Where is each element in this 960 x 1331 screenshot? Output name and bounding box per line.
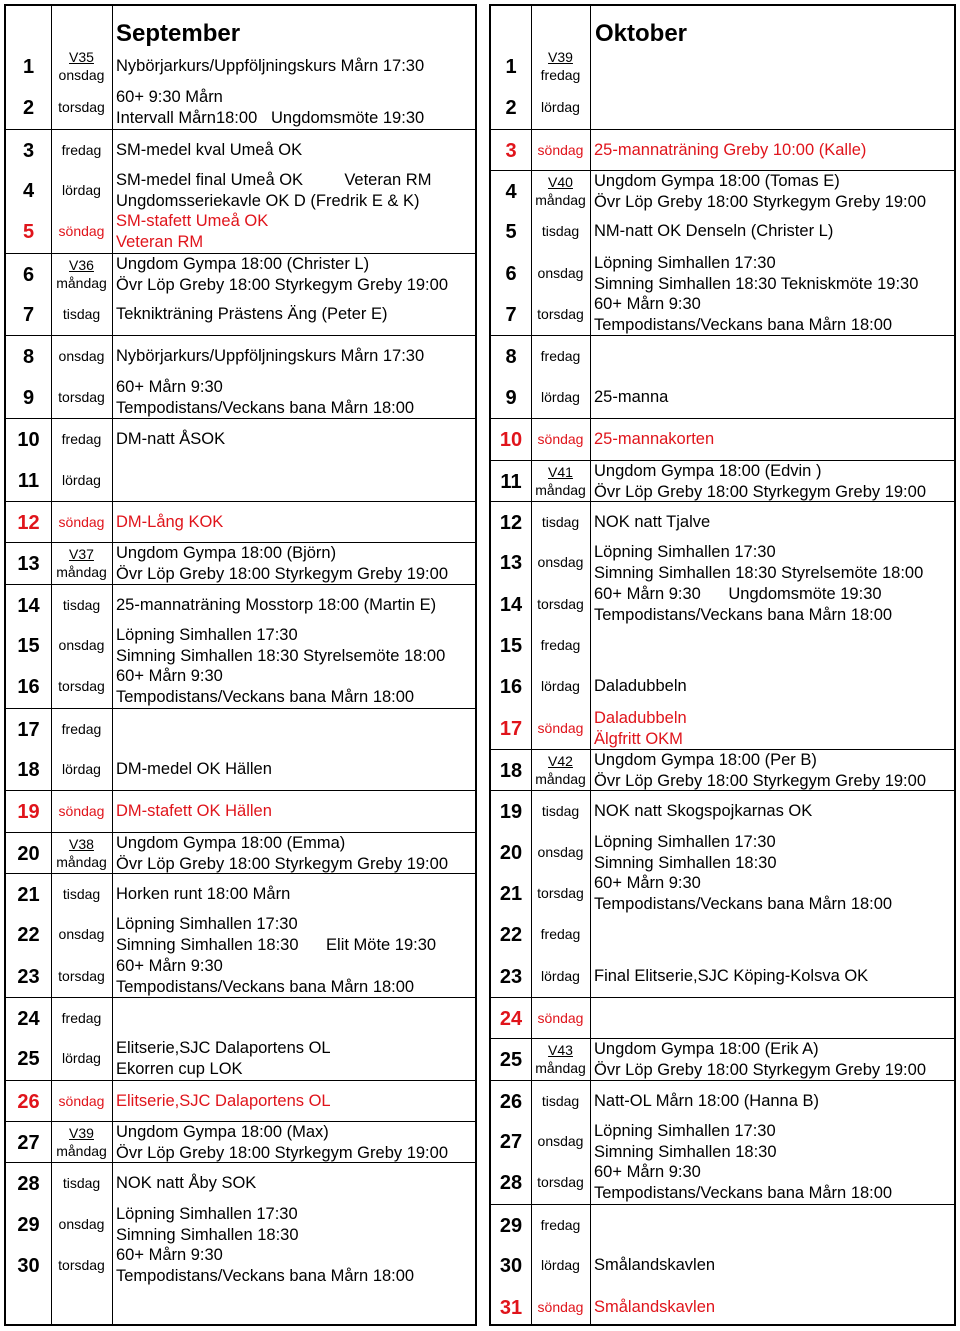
weekday-label: onsdag: [58, 67, 105, 83]
event-text: Daladubbeln: [594, 708, 687, 727]
day-number: 19: [499, 801, 523, 824]
event-text: 60+ Mårn 9:30: [116, 1246, 223, 1265]
day-row: [6, 501, 475, 543]
event-text: Ungdomsseriekavle OK D (Fredrik E & K): [116, 192, 420, 211]
event-text: Löpning Simhallen 17:30: [594, 253, 776, 272]
day-number: 13: [499, 552, 523, 575]
day-number: 26: [499, 1090, 523, 1113]
day-number: 29: [17, 1213, 40, 1236]
day-number: 4: [22, 180, 35, 203]
calendar-september: [4, 4, 477, 1326]
month-title: September: [116, 20, 241, 47]
day-row: [6, 170, 475, 211]
weekday-label: onsdag: [537, 843, 584, 860]
day-row: [6, 666, 475, 707]
day-number: 14: [17, 594, 40, 617]
weekday-label: onsdag: [537, 554, 584, 571]
day-number: 27: [17, 1132, 40, 1155]
week-number: V39: [548, 49, 573, 65]
event-text: DM-natt ÅSOK: [116, 430, 226, 449]
day-row: [491, 294, 954, 335]
day-number: 19: [17, 801, 40, 824]
day-number: 6: [505, 262, 517, 285]
day-number: 23: [499, 965, 523, 988]
weekday-label: lördag: [62, 471, 101, 488]
week-number: V38: [69, 835, 94, 852]
event-text: Ungdom Gympa 18:00 (Björn): [116, 544, 337, 563]
weekday-label: onsdag: [58, 926, 105, 943]
weekday-label: tisdag: [541, 223, 580, 240]
event-text: Löpning Simhallen 17:30: [594, 543, 776, 562]
event-text: Tempodistans/Veckans bana Mårn 18:00: [594, 1184, 893, 1203]
weekday-label: söndag: [537, 1298, 584, 1315]
event-text: DM-Lång KOK: [116, 512, 224, 531]
event-text: Löpning Simhallen 17:30: [594, 832, 776, 851]
event-text: Tempodistans/Veckans bana Mårn 18:00: [594, 895, 893, 913]
event-text: Teknikträning Prästens Äng (Peter E): [116, 305, 388, 324]
weekday-label: måndag: [535, 1060, 586, 1077]
day-row: [491, 1287, 954, 1328]
day-row: [6, 914, 475, 955]
day-row: [6, 708, 475, 750]
day-number: 17: [17, 718, 40, 741]
event-text: Smålandskavlen: [594, 1256, 716, 1275]
day-number: 22: [499, 924, 523, 947]
day-row: [6, 584, 475, 626]
event-text: 25-manna: [594, 387, 669, 406]
event-text: Smålandskavlen: [594, 1297, 716, 1316]
event-text: Övr Löp Greby 18:00 Styrkegym Greby 19:00: [594, 193, 926, 212]
event-text: Ungdom Gympa 18:00 (Erik A): [594, 1040, 819, 1059]
weekday-label: lördag: [541, 678, 580, 695]
day-row: [6, 87, 475, 128]
weekday-label: tisdag: [541, 513, 580, 530]
weekday-label: söndag: [58, 513, 105, 530]
weekday-label: torsdag: [58, 388, 105, 405]
day-row: [491, 87, 954, 128]
day-number: 11: [500, 470, 522, 493]
event-text: Intervall Mårn18:00 Ungdomsmöte 19:30: [116, 109, 425, 128]
weekday-label: fredag: [61, 720, 102, 737]
weekday-label: onsdag: [537, 1133, 584, 1150]
event-text: Älgfritt OKM: [594, 729, 683, 748]
day-number: 15: [17, 634, 40, 657]
event-text: Löpning Simhallen 17:30: [594, 1122, 776, 1141]
week-number: V37: [69, 546, 94, 563]
day-row: [6, 1204, 475, 1245]
weekday-label: tisdag: [62, 306, 101, 323]
event-text: Simning Simhallen 18:30: [116, 1225, 299, 1244]
event-text: Final Elitserie,SJC Köping-Kolsva OK: [594, 966, 869, 985]
event-text: Elitserie,SJC Dalaportens OL: [116, 1091, 331, 1110]
day-row: [491, 832, 954, 873]
day-number: 10: [499, 429, 523, 452]
day-number: 31: [499, 1296, 523, 1319]
weekday-label: måndag: [535, 770, 586, 787]
weekday-label: torsdag: [537, 595, 584, 612]
weekday-label: torsdag: [58, 99, 105, 116]
weekday-label: lördag: [541, 1257, 580, 1274]
day-row: [6, 1245, 475, 1286]
weekday-label: lördag: [62, 760, 101, 777]
day-number: 12: [17, 511, 40, 534]
week-number: V35: [69, 49, 94, 65]
day-row: [6, 46, 475, 87]
weekday-label: söndag: [537, 431, 584, 448]
day-number: 21: [499, 883, 523, 905]
weekday-label: söndag: [537, 719, 584, 736]
event-text: Simning Simhallen 18:30 Elit Möte 19:30: [116, 936, 437, 955]
event-text: Övr Löp Greby 18:00 Styrkegym Greby 19:00: [116, 275, 448, 294]
weekday-label: måndag: [535, 481, 586, 498]
event-text: Daladubbeln: [594, 677, 687, 696]
day-number: 9: [505, 386, 517, 409]
month-title: Oktober: [595, 20, 688, 47]
event-text: Simning Simhallen 18:30 Styrelsemöte 18:00: [594, 564, 924, 583]
weekday-label: tisdag: [541, 803, 580, 820]
event-text: Löpning Simhallen 17:30: [116, 1204, 298, 1223]
weekday-label: torsdag: [58, 1257, 105, 1274]
weekday-label: fredag: [540, 636, 581, 653]
event-text: 60+ Mårn 9:30: [594, 874, 701, 892]
weekday-label: måndag: [56, 274, 107, 291]
event-text: 60+ Mårn 9:30: [594, 295, 701, 314]
event-text: 60+ 9:30 Mårn: [116, 88, 223, 107]
day-number: 7: [22, 304, 35, 327]
week-number: V40: [548, 174, 573, 191]
weekday-label: tisdag: [541, 1092, 580, 1109]
event-text: Övr Löp Greby 18:00 Styrkegym Greby 19:00: [594, 771, 926, 790]
event-text: SM-medel kval Umeå OK: [116, 140, 303, 159]
event-text: DM-medel OK Hällen: [116, 759, 272, 778]
day-number: 5: [22, 221, 35, 244]
day-number: 25: [17, 1048, 40, 1071]
weekday-label: söndag: [537, 1010, 584, 1027]
event-text: Simning Simhallen 18:30: [594, 1143, 777, 1162]
weekday-label: fredag: [540, 1216, 581, 1233]
event-text: DM-stafett OK Hällen: [116, 802, 272, 821]
event-text: Ekorren cup LOK: [116, 1060, 243, 1079]
weekday-label: söndag: [537, 141, 584, 158]
day-number: 15: [499, 634, 523, 657]
event-text: NOK natt Åby SOK: [116, 1174, 257, 1193]
day-row: [491, 1121, 954, 1162]
day-number: 7: [505, 304, 517, 327]
day-number: 27: [499, 1131, 523, 1154]
weekday-label: torsdag: [537, 885, 584, 901]
day-row: [491, 790, 954, 832]
day-row: [6, 377, 475, 418]
day-row: [491, 335, 954, 377]
event-text: 60+ Mårn 9:30: [116, 956, 223, 975]
day-row: [6, 335, 475, 377]
day-number: 30: [17, 1255, 40, 1278]
weekday-label: lördag: [62, 1050, 101, 1067]
weekday-label: måndag: [56, 1143, 107, 1160]
week-number: V36: [69, 256, 94, 273]
day-number: 29: [499, 1214, 523, 1237]
day-number: 8: [22, 346, 35, 369]
week-number: V43: [548, 1042, 573, 1059]
event-text: 60+ Mårn 9:30: [116, 667, 223, 686]
day-row: [6, 253, 475, 295]
day-row: [491, 46, 954, 87]
event-text: Tempodistans/Veckans bana Mårn 18:00: [594, 605, 893, 624]
weekday-label: söndag: [58, 223, 105, 240]
day-number: 21: [17, 884, 40, 906]
weekday-label: söndag: [58, 1092, 105, 1109]
day-number: 12: [499, 511, 523, 534]
day-row: [491, 914, 954, 955]
event-text: Tempodistans/Veckans bana Mårn 18:00: [594, 316, 893, 335]
event-text: Tempodistans/Veckans bana Mårn 18:00: [116, 1267, 415, 1286]
event-text: Löpning Simhallen 17:30: [116, 625, 298, 644]
event-text: Övr Löp Greby 18:00 Styrkegym Greby 19:00: [116, 1144, 448, 1163]
weekday-label: onsdag: [58, 348, 105, 365]
day-row: [491, 129, 954, 171]
day-number: 20: [499, 841, 523, 864]
event-text: Tempodistans/Veckans bana Mårn 18:00: [116, 688, 415, 707]
day-row: [6, 294, 475, 335]
event-text: 25-mannaträning Greby 10:00 (Kalle): [594, 140, 867, 159]
day-row: [491, 708, 954, 749]
day-number: 5: [505, 221, 517, 244]
day-row: [491, 1080, 954, 1122]
event-text: 60+ Mårn 9:30: [116, 377, 223, 396]
day-row: [491, 1204, 954, 1246]
day-row: [491, 997, 954, 1039]
day-row: [491, 377, 954, 418]
day-number: 20: [17, 842, 40, 865]
weekday-label: tisdag: [62, 596, 101, 613]
event-text: Övr Löp Greby 18:00 Styrkegym Greby 19:00: [594, 1061, 926, 1080]
event-text: Ungdom Gympa 18:00 (Edvin ): [594, 461, 822, 480]
event-text: 60+ Mårn 9:30: [594, 1163, 701, 1182]
event-text: Tempodistans/Veckans bana Mårn 18:00: [116, 398, 415, 417]
weekday-label: lördag: [541, 388, 580, 405]
day-number: 17: [499, 717, 523, 740]
day-number: 24: [499, 1008, 523, 1031]
day-number: 24: [17, 1008, 40, 1031]
day-row: [6, 873, 475, 915]
weekday-label: fredag: [540, 67, 581, 83]
weekday-label: onsdag: [537, 264, 584, 281]
weekday-label: torsdag: [537, 1174, 584, 1191]
event-text: Simning Simhallen 18:30 Styrelsemöte 18:00: [116, 646, 446, 665]
day-row: [491, 1245, 954, 1286]
event-text: Ungdom Gympa 18:00 (Max): [116, 1123, 329, 1142]
weekday-label: tisdag: [62, 1175, 101, 1192]
event-text: NOK natt Tjalve: [594, 512, 711, 531]
day-number: 30: [499, 1255, 523, 1278]
weekday-label: fredag: [61, 431, 102, 448]
day-row: [6, 1121, 475, 1163]
event-text: Nybörjarkurs/Uppföljningskurs Mårn 17:30: [116, 347, 425, 366]
weekday-label: fredag: [61, 141, 102, 158]
event-text: Övr Löp Greby 18:00 Styrkegym Greby 19:00: [116, 565, 448, 584]
event-text: Nybörjarkurs/Uppföljningskurs Mårn 17:30: [116, 57, 425, 75]
weekday-label: måndag: [56, 564, 107, 581]
weekday-label: lördag: [541, 99, 580, 116]
day-row: [6, 1038, 475, 1079]
day-number: 22: [17, 924, 40, 947]
weekday-label: fredag: [540, 926, 581, 943]
weekday-label: torsdag: [58, 967, 105, 984]
weekday-label: måndag: [535, 192, 586, 209]
event-text: Ungdom Gympa 18:00 (Christer L): [116, 254, 370, 273]
day-row: [491, 749, 954, 791]
day-number: 2: [22, 97, 35, 120]
day-number: 9: [22, 386, 35, 409]
event-text: 25-mannakorten: [594, 430, 715, 449]
day-number: 1: [22, 56, 35, 78]
week-number: V42: [548, 752, 573, 769]
weekday-label: tisdag: [62, 886, 101, 902]
event-text: NOK natt Skogspojkarnas OK: [594, 802, 813, 821]
weekday-label: torsdag: [58, 678, 105, 695]
day-row: [6, 211, 475, 252]
day-number: 1: [505, 56, 517, 78]
event-text: Elitserie,SJC Dalaportens OL: [116, 1039, 331, 1058]
weekday-label: fredag: [61, 1010, 102, 1027]
day-number: 26: [17, 1090, 40, 1113]
event-text: Veteran RM: [116, 233, 204, 252]
event-text: 25-mannaträning Mosstorp 18:00 (Martin E): [116, 595, 437, 614]
weekday-label: torsdag: [537, 306, 584, 323]
day-row: [6, 749, 475, 790]
event-text: Övr Löp Greby 18:00 Styrkegym Greby 19:00: [116, 854, 448, 873]
day-row: [491, 542, 954, 583]
week-number: V41: [548, 463, 573, 480]
day-row: [6, 460, 475, 501]
day-number: 10: [17, 429, 40, 452]
day-row: [491, 211, 954, 252]
event-text: Simning Simhallen 18:30: [594, 853, 777, 872]
day-row: [491, 625, 954, 666]
calendar-oktober: [489, 4, 956, 1326]
day-number: 28: [499, 1172, 523, 1195]
day-row: [491, 956, 954, 997]
event-text: Löpning Simhallen 17:30: [116, 915, 298, 934]
day-row: [6, 832, 475, 874]
day-number: 6: [22, 263, 35, 286]
day-row: [491, 584, 954, 625]
day-row: [6, 542, 475, 584]
day-number: 25: [499, 1049, 523, 1072]
day-row: [6, 1162, 475, 1204]
weekday-label: söndag: [58, 803, 105, 820]
day-number: 18: [17, 758, 40, 781]
day-number: 2: [505, 97, 517, 120]
day-number: 8: [505, 346, 517, 369]
day-row: [6, 997, 475, 1039]
weekday-label: lördag: [62, 182, 101, 199]
event-text: 60+ Mårn 9:30 Ungdomsmöte 19:30: [594, 584, 882, 603]
event-text: SM-medel final Umeå OK Veteran RM: [116, 171, 432, 190]
weekday-label: onsdag: [58, 636, 105, 653]
day-row: [491, 873, 954, 914]
weekday-label: måndag: [56, 853, 107, 870]
event-text: Ungdom Gympa 18:00 (Per B): [594, 750, 817, 769]
day-row: [491, 253, 954, 294]
weekday-label: lördag: [541, 967, 580, 984]
event-text: Horken runt 18:00 Mårn: [116, 885, 291, 903]
weekday-label: onsdag: [58, 1215, 105, 1232]
event-text: NM-natt OK Denseln (Christer L): [594, 222, 834, 241]
day-row: [491, 666, 954, 707]
day-row: [6, 625, 475, 666]
day-number: 28: [17, 1173, 40, 1196]
day-number: 16: [499, 676, 523, 699]
day-number: 18: [499, 759, 523, 782]
week-number: V39: [69, 1125, 94, 1142]
day-number: 11: [17, 469, 40, 492]
day-row: [491, 460, 954, 502]
event-text: SM-stafett Umeå OK: [116, 212, 269, 231]
day-number: 23: [17, 965, 40, 988]
event-text: Tempodistans/Veckans bana Mårn 18:00: [116, 977, 415, 996]
weekday-label: fredag: [540, 348, 581, 365]
event-text: Natt-OL Mårn 18:00 (Hanna B): [594, 1091, 819, 1110]
day-row: [491, 418, 954, 460]
event-text: Ungdom Gympa 18:00 (Emma): [116, 833, 346, 852]
day-number: 3: [505, 139, 517, 162]
event-text: Simning Simhallen 18:30 Tekniskmöte 19:30: [594, 274, 919, 293]
day-number: 16: [17, 676, 40, 699]
day-row: [491, 170, 954, 212]
event-text: Ungdom Gympa 18:00 (Tomas E): [594, 172, 840, 191]
day-number: 3: [22, 139, 35, 162]
day-row: [6, 1080, 475, 1122]
day-row: [491, 1162, 954, 1203]
day-number: 14: [499, 593, 523, 616]
event-text: Övr Löp Greby 18:00 Styrkegym Greby 19:00: [594, 482, 926, 501]
day-row: [6, 418, 475, 460]
day-row: [6, 956, 475, 997]
day-number: 13: [17, 553, 40, 576]
day-row: [6, 129, 475, 171]
day-row: [6, 790, 475, 832]
day-row: [491, 1038, 954, 1080]
day-row: [491, 501, 954, 543]
day-number: 4: [505, 181, 517, 204]
